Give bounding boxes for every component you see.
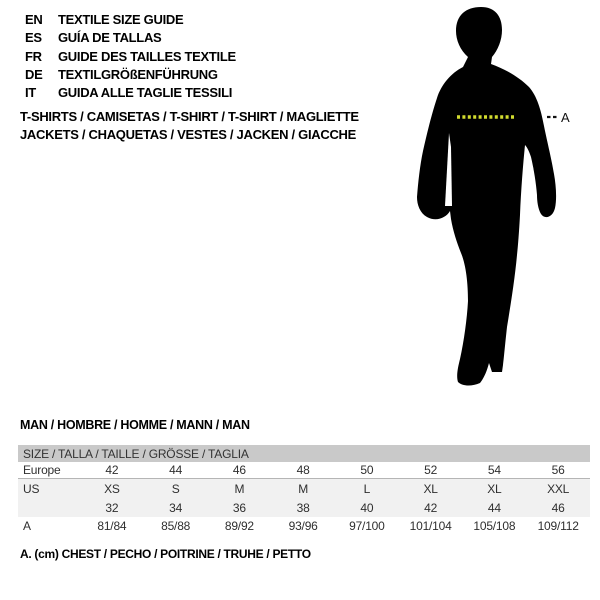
size-cell: 46 (526, 498, 590, 517)
size-cell: 50 (335, 462, 399, 479)
language-title: GUIDA ALLE TAGLIE TESSILI (58, 85, 233, 101)
table-row-chest-cm (18, 517, 590, 534)
row-label-us: US (18, 479, 80, 499)
size-cell: XL (399, 479, 463, 499)
size-cell: XL (463, 479, 527, 499)
size-cell: M (208, 479, 272, 499)
language-title-list (25, 11, 236, 102)
table-row-us (18, 479, 590, 499)
language-title: TEXTILGRÖßENFÜHRUNG (58, 66, 218, 82)
size-cell: 52 (399, 462, 463, 479)
size-cell: 81/84 (97, 518, 127, 533)
size-cell: 42 (80, 462, 144, 479)
category-line-jackets: JACKETS / CHAQUETAS / VESTES / JACKEN / GIACCHE (20, 126, 356, 142)
size-cell: M (271, 479, 335, 499)
size-table-header: SIZE / TALLA / TAILLE / GRÖSSE / TAGLIA (18, 445, 590, 462)
size-cell: 36 (208, 498, 272, 517)
table-row-europe (18, 462, 590, 479)
language-title: GUIDE DES TAILLES TEXTILE (58, 48, 236, 64)
size-table (18, 445, 590, 534)
size-table-header-row (18, 445, 590, 462)
size-cell: 46 (208, 462, 272, 479)
language-code: FR (25, 48, 42, 64)
row-label-a: A (23, 518, 31, 533)
measurement-footnote: A. (cm) CHEST / PECHO / POITRINE / TRUHE / PETTO (20, 547, 311, 561)
measure-label-a: A (561, 110, 570, 125)
language-title: GUÍA DE TALLAS (58, 30, 162, 46)
language-title: TEXTILE SIZE GUIDE (58, 12, 184, 27)
size-cell: XXL (526, 479, 590, 499)
size-cell: 89/92 (224, 518, 254, 533)
row-label-empty (18, 498, 80, 517)
size-cell: 32 (80, 498, 144, 517)
size-cell: 109/112 (537, 518, 579, 533)
language-code: IT (25, 85, 36, 101)
section-title-man: MAN / HOMBRE / HOMME / MANN / MAN (20, 418, 250, 432)
size-cell: 105/108 (473, 518, 516, 533)
size-cell: 48 (271, 462, 335, 479)
man-silhouette-figure (405, 5, 585, 390)
size-cell: 97/100 (349, 518, 385, 533)
size-cell: 40 (335, 498, 399, 517)
size-cell: S (144, 479, 208, 499)
size-cell: 101/104 (409, 518, 452, 533)
language-code: DE (25, 66, 43, 82)
category-line-tshirts: T-SHIRTS / CAMISETAS / T-SHIRT / T-SHIRT / MAGLIETTE (20, 109, 359, 124)
table-row-numeric (18, 498, 590, 517)
size-cell: 34 (144, 498, 208, 517)
size-cell: 38 (271, 498, 335, 517)
size-cell: 44 (463, 498, 527, 517)
size-cell: 93/96 (288, 518, 318, 533)
size-cell: 85/88 (161, 518, 191, 533)
size-cell: 42 (399, 498, 463, 517)
size-cell: 56 (526, 462, 590, 479)
size-cell: 54 (463, 462, 527, 479)
size-cell: XS (80, 479, 144, 499)
language-code: EN (25, 12, 43, 27)
row-label-europe: Europe (18, 462, 80, 479)
category-lines (20, 108, 359, 143)
language-code: ES (25, 30, 42, 46)
size-cell: L (335, 479, 399, 499)
size-cell: 44 (144, 462, 208, 479)
